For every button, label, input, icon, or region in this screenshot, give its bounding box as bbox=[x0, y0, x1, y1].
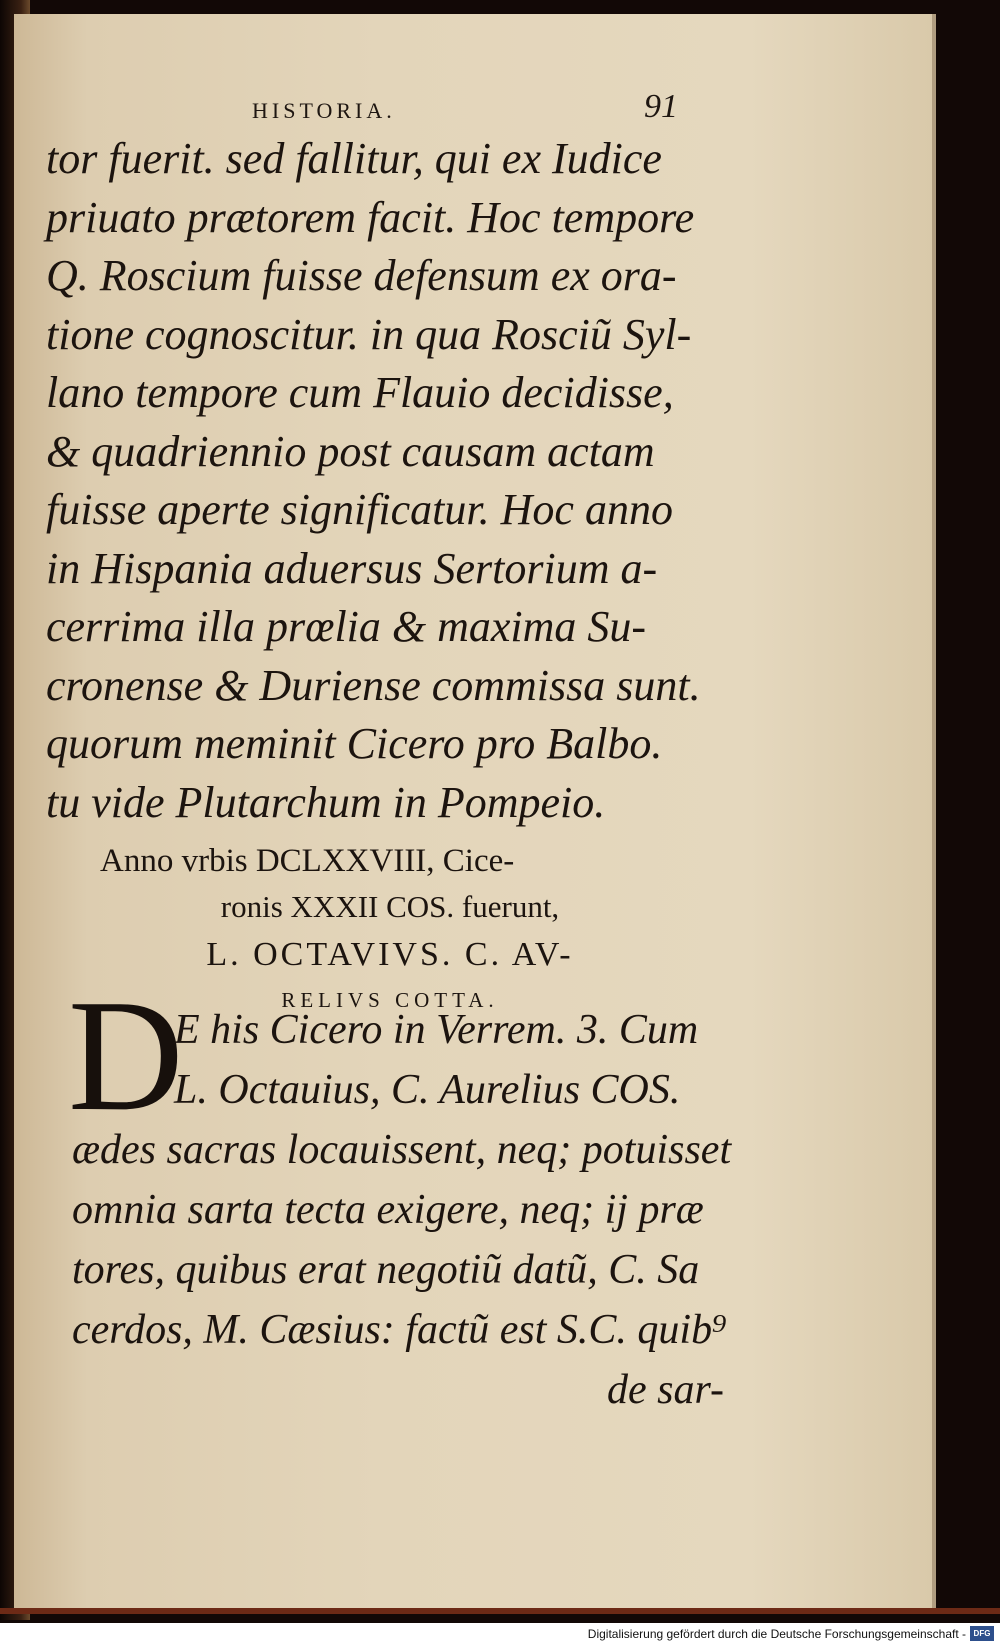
text-line: tor fuerit. sed fallitur, qui ex Iudice bbox=[46, 134, 662, 183]
text-line: Q. Roscium fuisse defensum ex ora- bbox=[46, 251, 677, 300]
catchword: de sar- bbox=[607, 1367, 724, 1413]
running-head: HISTORIA. bbox=[252, 98, 396, 123]
text-line: omnia sarta tecta exigere, neq; ij præ bbox=[72, 1187, 704, 1233]
heading-line: Anno vrbis DCLXXVIII, Cice- bbox=[100, 843, 515, 879]
drop-cap: D bbox=[68, 966, 184, 1144]
funding-notice: Digitalisierung gefördert durch die Deutsche Forschungsgemeinschaft - bbox=[587, 1627, 966, 1641]
text-line: priuato prætorem facit. Hoc tempore bbox=[46, 192, 695, 242]
dfg-logo: DFG bbox=[970, 1626, 994, 1641]
heading-line: RELIVS COTTA. bbox=[281, 988, 499, 1012]
text-line: cerrima illa prœlia & maxima Su- bbox=[46, 602, 647, 651]
page-bottom-edge bbox=[0, 1608, 1000, 1614]
text-line: E his Cicero in Verrem. 3. Cum bbox=[174, 1007, 699, 1053]
italic-text-block bbox=[46, 130, 726, 832]
text-line: quorum meminit Cicero pro Balbo. bbox=[46, 719, 663, 768]
text-line: cronense & Duriense commissa sunt. bbox=[46, 660, 701, 710]
text-line: lano tempore cum Flauio decidisse, bbox=[46, 368, 674, 417]
consul-heading bbox=[100, 838, 680, 1020]
text-line: cerdos, M. Cæsius: factũ est S.C. quib⁹ bbox=[72, 1307, 727, 1353]
text-line: fuisse aperte significatur. Hoc anno bbox=[46, 485, 673, 534]
lower-text-block bbox=[72, 1000, 732, 1420]
page-number: 91 bbox=[644, 88, 678, 125]
text-line: ædes sacras locauissent, neq; potuisset bbox=[72, 1127, 732, 1173]
text-line: tu vide Plutarchum in Pompeio. bbox=[46, 777, 606, 827]
heading-line: L. OCTAVIVS. C. AV- bbox=[206, 936, 574, 973]
text-line: tores, quibus erat negotiũ datũ, C. Sa bbox=[72, 1247, 700, 1293]
text-line: & quadriennio post causam actam bbox=[46, 426, 655, 476]
text-line: in Hispania aduersus Sertorium a- bbox=[46, 543, 658, 593]
text-line: tione cognoscitur. in qua Rosciũ Syl- bbox=[46, 309, 692, 359]
text-line: L. Octauius, C. Aurelius COS. bbox=[174, 1067, 681, 1113]
heading-line: ronis XXXII COS. fuerunt, bbox=[220, 889, 560, 924]
